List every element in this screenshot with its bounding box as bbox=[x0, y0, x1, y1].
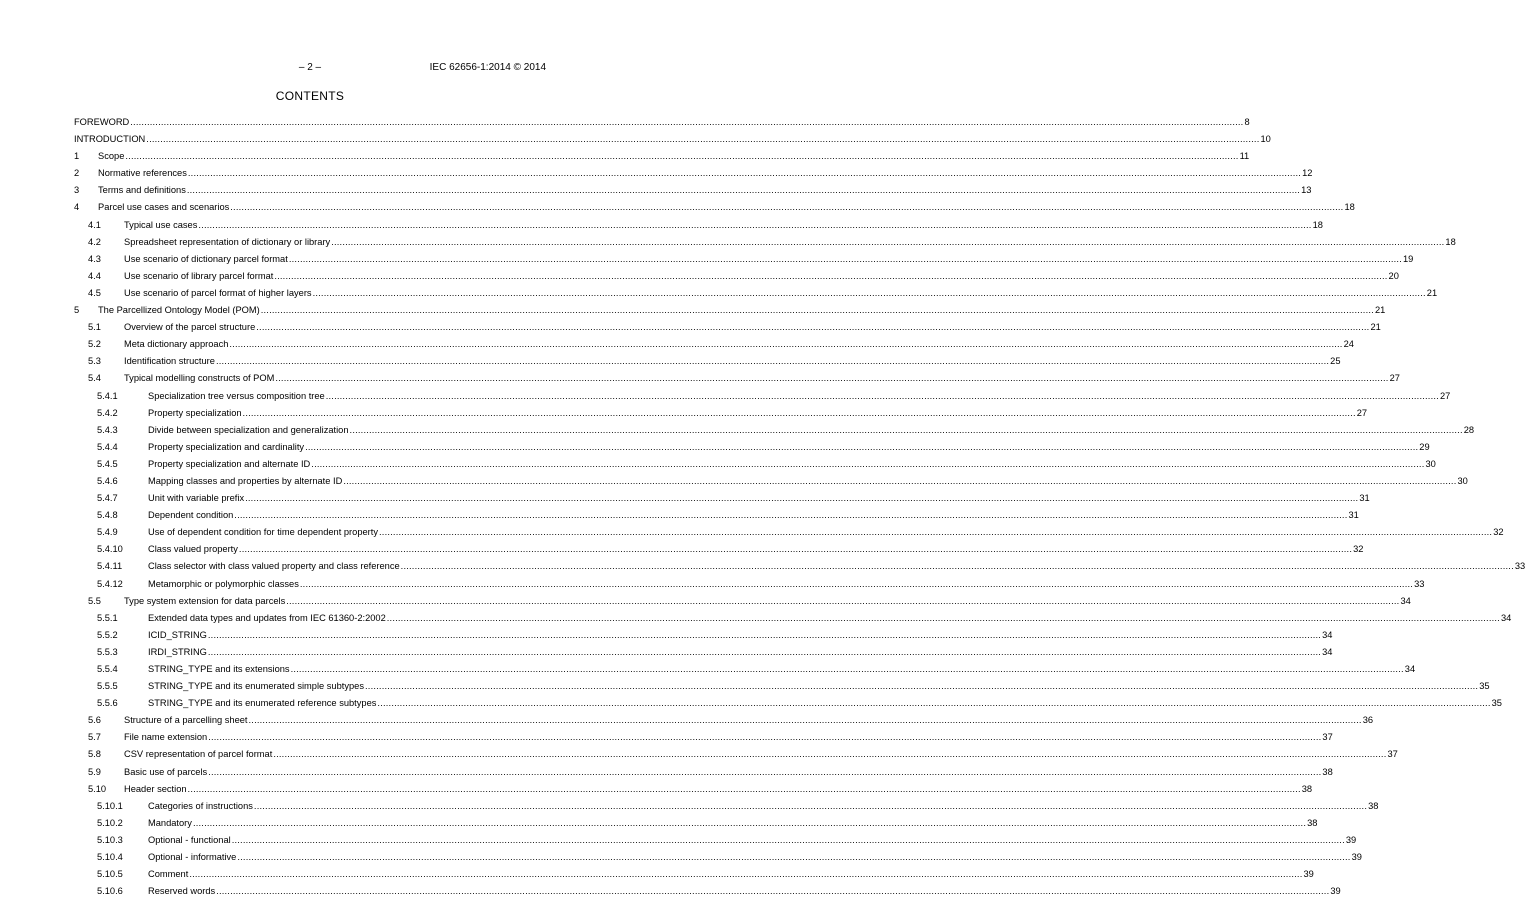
toc-entry-title: Use of dependent condition for time dependent property bbox=[148, 527, 378, 538]
toc-dot-leader: ................................................................................................................................................................................................................................................................................................................................................................................................................ bbox=[299, 578, 1414, 589]
toc-entry-body bbox=[148, 849, 1362, 866]
toc-entry-body bbox=[124, 285, 1438, 302]
toc-entry-number: 5.2 bbox=[88, 339, 101, 350]
toc-entry-page: 31 bbox=[1359, 493, 1370, 504]
toc-entry-page: 34 bbox=[1500, 612, 1512, 623]
toc-entry[interactable] bbox=[74, 524, 1504, 541]
toc-entry-body bbox=[98, 165, 1313, 182]
toc-entry-number: 5.1 bbox=[88, 322, 101, 333]
toc-entry-title: Property specialization and cardinality bbox=[148, 441, 305, 452]
toc-entry-number: 5.5.1 bbox=[97, 612, 118, 623]
toc-entry-page: 29 bbox=[1419, 441, 1430, 452]
toc-entry-title: Typical modelling constructs of POM bbox=[124, 373, 275, 384]
toc-entry[interactable] bbox=[74, 678, 1490, 695]
toc-entry-title: The Parcellized Ontology Model (POM) bbox=[98, 305, 260, 316]
toc-entry-body bbox=[148, 576, 1425, 593]
toc-entry[interactable] bbox=[74, 439, 1430, 456]
toc-entry[interactable] bbox=[74, 422, 1475, 439]
toc-entry-title: Basic use of parcels bbox=[124, 766, 208, 777]
toc-entry-number: 5.4.8 bbox=[97, 510, 118, 521]
toc-entry-number: 5.6 bbox=[88, 715, 101, 726]
toc-dot-leader: ................................................................................................................................................................................................................................................................................................................................................................................................................ bbox=[400, 561, 1514, 572]
toc-entry[interactable] bbox=[74, 576, 1425, 593]
toc-entry-page: 35 bbox=[1479, 681, 1490, 692]
toc-entry-number: 5.4.4 bbox=[97, 441, 118, 452]
toc-entry-number: 5.4.6 bbox=[97, 475, 118, 486]
toc-entry-title: Property specialization and alternate ID bbox=[148, 458, 311, 469]
toc-dot-leader: ................................................................................................................................................................................................................................................................................................................................................................................................................ bbox=[325, 390, 1439, 401]
toc-entry[interactable] bbox=[74, 610, 1512, 627]
toc-entry[interactable] bbox=[74, 131, 1271, 148]
toc-entry-page: 21 bbox=[1426, 287, 1438, 298]
toc-dot-leader: ................................................................................................................................................................................................................................................................................................................................................................................................................ bbox=[198, 219, 1312, 230]
toc-entry[interactable] bbox=[74, 148, 1250, 165]
toc-entry-number: 5.10.1 bbox=[97, 800, 123, 811]
toc-dot-leader: ................................................................................................................................................................................................................................................................................................................................................................................................................ bbox=[242, 407, 1356, 418]
toc-entry[interactable] bbox=[74, 541, 1364, 558]
toc-entry-number: 4.2 bbox=[88, 236, 101, 247]
toc-dot-leader: ................................................................................................................................................................................................................................................................................................................................................................................................................ bbox=[377, 698, 1491, 709]
toc-dot-leader: ................................................................................................................................................................................................................................................................................................................................................................................................................ bbox=[125, 151, 1239, 162]
toc-dot-leader: ................................................................................................................................................................................................................................................................................................................................................................................................................ bbox=[207, 646, 1322, 657]
toc-entry[interactable] bbox=[74, 319, 1381, 336]
toc-entry-title: Normative references bbox=[98, 168, 187, 179]
toc-entry-number: 5.5.3 bbox=[97, 646, 118, 657]
toc-entry-title: Divide between specialization and generalization bbox=[148, 424, 349, 435]
toc-entry[interactable] bbox=[74, 473, 1468, 490]
toc-entry-page: 34 bbox=[1322, 629, 1333, 640]
toc-entry-body bbox=[148, 422, 1475, 439]
toc-entry-title: Type system extension for data parcels bbox=[124, 595, 286, 606]
toc-entry-page: 34 bbox=[1404, 664, 1416, 674]
toc-dot-leader: ................................................................................................................................................................................................................................................................................................................................................................................................................ bbox=[311, 458, 1425, 469]
toc-entry-page: 28 bbox=[1463, 424, 1475, 435]
toc-entry-number: 5.4.12 bbox=[97, 578, 123, 589]
toc-entry-page: 30 bbox=[1457, 475, 1468, 486]
toc-entry-number: 5.4 bbox=[88, 373, 101, 384]
toc-entry-page: 37 bbox=[1322, 732, 1333, 743]
toc-entry-number: 5.10 bbox=[88, 783, 107, 794]
toc-entry-body bbox=[148, 524, 1504, 541]
toc-entry-number: 5.7 bbox=[88, 732, 101, 743]
toc-entry-page: 20 bbox=[1388, 270, 1399, 281]
toc-entry-title: Structure of a parcelling sheet bbox=[124, 715, 248, 726]
toc-dot-leader: ................................................................................................................................................................................................................................................................................................................................................................................................................ bbox=[312, 287, 1426, 298]
toc-entry-title: STRING_TYPE and its extensions bbox=[148, 664, 290, 674]
toc-entry-title: STRING_TYPE and its enumerated reference subtypes bbox=[148, 698, 377, 709]
toc-entry-body bbox=[148, 832, 1357, 849]
toc-entry-body bbox=[148, 678, 1490, 695]
toc-entry-number: 5.9 bbox=[88, 766, 101, 777]
toc-entry[interactable] bbox=[74, 336, 1354, 353]
toc-dot-leader: ................................................................................................................................................................................................................................................................................................................................................................................................................ bbox=[286, 595, 1400, 606]
toc-dot-leader: ................................................................................................................................................................................................................................................................................................................................................................................................................ bbox=[192, 817, 1307, 828]
toc-entry-number: 5.3 bbox=[88, 356, 101, 367]
toc-entry[interactable] bbox=[74, 866, 1314, 883]
toc-entry-title: Comment bbox=[148, 869, 189, 880]
toc-entry-body bbox=[124, 353, 1341, 370]
toc-entry-title: Overview of the parcel structure bbox=[124, 322, 256, 333]
toc-dot-leader: ................................................................................................................................................................................................................................................................................................................................................................................................................ bbox=[186, 185, 1301, 196]
page-header bbox=[0, 62, 620, 76]
toc-dot-leader: ................................................................................................................................................................................................................................................................................................................................................................................................................ bbox=[238, 544, 1353, 555]
toc-entry-title: Use scenario of library parcel format bbox=[124, 270, 274, 281]
toc-entry-title: Typical use cases bbox=[124, 219, 198, 230]
toc-entry[interactable] bbox=[74, 849, 1362, 866]
toc-entry-body bbox=[98, 148, 1250, 165]
toc-entry-title: Identification structure bbox=[124, 356, 215, 367]
toc-entry-body bbox=[148, 473, 1468, 490]
toc-dot-leader: ................................................................................................................................................................................................................................................................................................................................................................................................................ bbox=[349, 424, 1463, 435]
toc-entry-title: Mandatory bbox=[148, 817, 192, 828]
toc-dot-leader: ................................................................................................................................................................................................................................................................................................................................................................................................................ bbox=[187, 783, 1301, 794]
toc-entry-title: Class valued property bbox=[148, 544, 238, 555]
toc-entry-body bbox=[124, 268, 1399, 285]
toc-entry-title: Extended data types and updates from IEC 61360-2:2002 bbox=[148, 612, 386, 623]
toc-dot-leader: ................................................................................................................................................................................................................................................................................................................................................................................................................ bbox=[365, 681, 1479, 692]
toc-entry-page: 8 bbox=[1244, 117, 1250, 127]
toc-entry[interactable] bbox=[74, 268, 1399, 285]
toc-entry-number: 4.3 bbox=[88, 253, 101, 264]
toc-entry-title: INTRODUCTION bbox=[74, 134, 146, 145]
toc-dot-leader: ................................................................................................................................................................................................................................................................................................................................................................................................................ bbox=[275, 373, 1389, 384]
toc-entry-number: 5.4.10 bbox=[97, 544, 123, 555]
toc-dot-leader: ................................................................................................................................................................................................................................................................................................................................................................................................................ bbox=[386, 612, 1500, 623]
toc-entry-body bbox=[148, 815, 1318, 832]
toc-entry-page: 39 bbox=[1303, 869, 1314, 880]
toc-entry-body bbox=[124, 319, 1381, 336]
toc-entry-body bbox=[124, 336, 1354, 353]
toc-entry-page: 33 bbox=[1414, 578, 1425, 589]
toc-dot-leader: ................................................................................................................................................................................................................................................................................................................................................................................................................ bbox=[274, 270, 1388, 281]
toc-dot-leader: ................................................................................................................................................................................................................................................................................................................................................................................................................ bbox=[273, 749, 1387, 760]
toc-entry-page: 18 bbox=[1344, 202, 1355, 213]
toc-entry-number: 2 bbox=[74, 168, 80, 179]
toc-entry[interactable] bbox=[74, 558, 1525, 575]
toc-entry-page: 39 bbox=[1330, 886, 1341, 897]
toc-entry[interactable] bbox=[74, 165, 1313, 182]
toc-entry-body bbox=[148, 695, 1502, 712]
toc-entry-number: 1 bbox=[74, 151, 80, 162]
toc-dot-leader: ................................................................................................................................................................................................................................................................................................................................................................................................................ bbox=[331, 236, 1445, 247]
toc-entry[interactable] bbox=[74, 832, 1357, 849]
toc-entry-body bbox=[98, 182, 1312, 199]
toc-entry-body bbox=[148, 558, 1525, 575]
toc-entry-page: 30 bbox=[1425, 458, 1436, 469]
toc-entry-body bbox=[124, 729, 1333, 746]
toc-dot-leader: ................................................................................................................................................................................................................................................................................................................................................................................................................ bbox=[187, 168, 1302, 179]
toc-entry[interactable] bbox=[74, 456, 1436, 473]
toc-entry-page: 38 bbox=[1368, 800, 1379, 811]
toc-entry-title: Class selector with class valued property and class reference bbox=[148, 561, 400, 572]
toc-dot-leader: ................................................................................................................................................................................................................................................................................................................................................................................................................ bbox=[256, 322, 1370, 333]
toc-entry-page: 31 bbox=[1348, 510, 1359, 521]
toc-entry[interactable] bbox=[74, 644, 1333, 661]
toc-entry-body bbox=[124, 217, 1323, 234]
toc-entry-number: 4.5 bbox=[88, 287, 101, 298]
toc-entry[interactable] bbox=[74, 114, 1250, 131]
table-of-contents bbox=[74, 114, 1525, 900]
toc-entry-page: 24 bbox=[1343, 339, 1354, 350]
toc-entry-page: 13 bbox=[1301, 185, 1312, 196]
toc-entry-title: Property specialization bbox=[148, 407, 242, 418]
contents-title: CONTENTS bbox=[275, 89, 345, 103]
toc-entry-page: 37 bbox=[1387, 749, 1398, 760]
toc-entry-title: Parcel use cases and scenarios bbox=[98, 202, 230, 213]
toc-dot-leader: ................................................................................................................................................................................................................................................................................................................................................................................................................ bbox=[234, 510, 1348, 521]
toc-entry-number: 5.5.5 bbox=[97, 681, 118, 692]
toc-entry-title: Terms and definitions bbox=[98, 185, 186, 196]
toc-entry[interactable] bbox=[74, 490, 1370, 507]
toc-entry-body bbox=[148, 798, 1379, 815]
toc-dot-leader: ................................................................................................................................................................................................................................................................................................................................................................................................................ bbox=[215, 356, 1330, 367]
toc-dot-leader: ................................................................................................................................................................................................................................................................................................................................................................................................................ bbox=[207, 629, 1322, 640]
toc-entry[interactable] bbox=[74, 234, 1456, 251]
toc-entry[interactable] bbox=[74, 353, 1341, 370]
toc-entry-page: 18 bbox=[1312, 219, 1323, 230]
toc-entry-title: ICID_STRING bbox=[148, 629, 207, 640]
toc-entry[interactable] bbox=[74, 182, 1312, 199]
toc-dot-leader: ................................................................................................................................................................................................................................................................................................................................................................................................................ bbox=[379, 527, 1493, 538]
toc-entry[interactable] bbox=[74, 661, 1416, 678]
toc-entry[interactable] bbox=[74, 815, 1318, 832]
toc-dot-leader: ................................................................................................................................................................................................................................................................................................................................................................................................................ bbox=[305, 441, 1419, 452]
toc-dot-leader: ................................................................................................................................................................................................................................................................................................................................................................................................................ bbox=[208, 766, 1322, 777]
toc-entry-page: 10 bbox=[1260, 134, 1271, 145]
toc-entry-title: Unit with variable prefix bbox=[148, 493, 245, 504]
toc-entry-body bbox=[148, 388, 1451, 405]
standard-reference: IEC 62656-1:2014 © 2014 bbox=[429, 62, 546, 73]
toc-entry-page: 27 bbox=[1356, 407, 1368, 418]
toc-entry-title: Optional - functional bbox=[148, 834, 231, 845]
toc-entry-body bbox=[148, 644, 1333, 661]
toc-entry[interactable] bbox=[74, 695, 1502, 712]
toc-entry-number: 5.10.2 bbox=[97, 817, 123, 828]
toc-entry[interactable] bbox=[74, 370, 1400, 387]
toc-entry-title: Specialization tree versus composition tree bbox=[148, 390, 325, 401]
toc-entry-body bbox=[148, 405, 1368, 422]
toc-entry-page: 34 bbox=[1400, 595, 1411, 606]
toc-entry-number: 4 bbox=[74, 202, 80, 213]
toc-entry-body bbox=[124, 712, 1374, 729]
toc-entry-title: Metamorphic or polymorphic classes bbox=[148, 578, 299, 589]
toc-entry-title: IRDI_STRING bbox=[148, 646, 207, 657]
toc-entry[interactable] bbox=[74, 764, 1333, 781]
toc-entry-number: 5.4.2 bbox=[97, 407, 118, 418]
toc-dot-leader: ................................................................................................................................................................................................................................................................................................................................................................................................................ bbox=[343, 475, 1457, 486]
toc-dot-leader: ................................................................................................................................................................................................................................................................................................................................................................................................................ bbox=[189, 869, 1303, 880]
toc-entry-title: Header section bbox=[124, 783, 187, 794]
toc-entry-page: 38 bbox=[1307, 817, 1318, 828]
toc-entry-body bbox=[148, 883, 1341, 900]
toc-dot-leader: ................................................................................................................................................................................................................................................................................................................................................................................................................ bbox=[245, 493, 1359, 504]
toc-entry[interactable] bbox=[74, 781, 1313, 798]
toc-dot-leader: ................................................................................................................................................................................................................................................................................................................................................................................................................ bbox=[216, 886, 1330, 897]
toc-entry-number: 5.10.5 bbox=[97, 869, 123, 880]
toc-entry-page: 25 bbox=[1330, 356, 1341, 367]
toc-entry-body bbox=[148, 541, 1364, 558]
toc-entry-page: 39 bbox=[1345, 834, 1357, 845]
toc-entry-title: CSV representation of parcel format bbox=[124, 749, 273, 760]
toc-entry-body bbox=[148, 627, 1333, 644]
toc-entry-page: 32 bbox=[1353, 544, 1364, 555]
toc-entry-title: Optional - informative bbox=[148, 852, 237, 863]
toc-entry-number: 5.4.3 bbox=[97, 424, 118, 435]
toc-dot-leader: ................................................................................................................................................................................................................................................................................................................................................................................................................ bbox=[260, 305, 1374, 316]
toc-entry-title: Use scenario of dictionary parcel format bbox=[124, 253, 288, 264]
toc-dot-leader: ................................................................................................................................................................................................................................................................................................................................................................................................................ bbox=[288, 253, 1403, 264]
toc-entry[interactable] bbox=[74, 746, 1398, 763]
toc-entry-page: 21 bbox=[1370, 322, 1381, 333]
toc-entry[interactable] bbox=[74, 883, 1341, 900]
toc-entry-body bbox=[98, 302, 1386, 319]
toc-entry-body bbox=[148, 439, 1430, 456]
toc-entry[interactable] bbox=[74, 729, 1333, 746]
toc-entry[interactable] bbox=[74, 302, 1386, 319]
toc-entry-title: STRING_TYPE and its enumerated simple subtypes bbox=[148, 681, 364, 692]
toc-entry-number: 5.4.11 bbox=[97, 561, 123, 572]
toc-entry[interactable] bbox=[74, 199, 1355, 216]
toc-entry-body bbox=[124, 746, 1398, 763]
toc-entry[interactable] bbox=[74, 507, 1359, 524]
toc-entry[interactable] bbox=[74, 388, 1451, 405]
toc-dot-leader: ................................................................................................................................................................................................................................................................................................................................................................................................................ bbox=[290, 664, 1404, 674]
toc-entry[interactable] bbox=[74, 712, 1374, 729]
toc-entry-title: Categories of instructions bbox=[148, 800, 253, 811]
toc-entry-page: 39 bbox=[1351, 852, 1362, 863]
toc-entry-title: Spreadsheet representation of dictionary or library bbox=[124, 236, 331, 247]
toc-entry[interactable] bbox=[74, 251, 1414, 268]
toc-entry-body bbox=[148, 456, 1436, 473]
toc-entry-page: 34 bbox=[1322, 646, 1333, 657]
toc-entry-title: File name extension bbox=[124, 732, 208, 743]
toc-dot-leader: ................................................................................................................................................................................................................................................................................................................................................................................................................ bbox=[230, 202, 1344, 213]
toc-entry-page: 21 bbox=[1374, 305, 1386, 316]
toc-entry-page: 38 bbox=[1322, 766, 1333, 777]
toc-entry-number: 5.10.6 bbox=[97, 886, 123, 897]
page-number: – 2 – bbox=[298, 62, 322, 73]
toc-entry-title: Meta dictionary approach bbox=[124, 339, 229, 350]
toc-entry-number: 5.5.4 bbox=[97, 664, 118, 674]
toc-entry-body bbox=[148, 507, 1359, 524]
toc-entry-number: 3 bbox=[74, 185, 80, 196]
toc-entry-body bbox=[148, 610, 1512, 627]
toc-dot-leader: ................................................................................................................................................................................................................................................................................................................................................................................................................ bbox=[253, 800, 1368, 811]
toc-entry-body bbox=[124, 781, 1313, 798]
toc-entry-page: 33 bbox=[1514, 561, 1525, 572]
toc-entry[interactable] bbox=[74, 285, 1438, 302]
toc-entry-number: 5 bbox=[74, 305, 80, 316]
toc-entry-page: 27 bbox=[1439, 390, 1451, 401]
toc-entry-body bbox=[124, 593, 1411, 610]
toc-entry-number: 5.4.1 bbox=[97, 390, 118, 401]
toc-entry-number: 5.4.7 bbox=[97, 493, 118, 504]
toc-entry[interactable] bbox=[74, 627, 1333, 644]
toc-entry-body bbox=[124, 370, 1400, 387]
toc-entry-body bbox=[124, 764, 1333, 781]
toc-dot-leader: ................................................................................................................................................................................................................................................................................................................................................................................................................ bbox=[208, 732, 1322, 743]
toc-entry-page: 18 bbox=[1445, 236, 1456, 247]
toc-entry-title: Mapping classes and properties by alternate ID bbox=[148, 475, 343, 486]
toc-entry-title: Scope bbox=[98, 151, 125, 162]
toc-entry-page: 11 bbox=[1239, 151, 1250, 162]
toc-entry-number: 5.5.6 bbox=[97, 698, 118, 709]
toc-entry-number: 5.5.2 bbox=[97, 629, 118, 640]
toc-entry-body bbox=[148, 866, 1314, 883]
toc-entry-title: Dependent condition bbox=[148, 510, 234, 521]
toc-entry-body bbox=[98, 199, 1355, 216]
toc-dot-leader: ................................................................................................................................................................................................................................................................................................................................................................................................................ bbox=[130, 117, 1244, 127]
toc-entry-number: 5.4.5 bbox=[97, 458, 118, 469]
toc-entry-title: Use scenario of parcel format of higher layers bbox=[124, 287, 312, 298]
toc-entry-number: 4.4 bbox=[88, 270, 101, 281]
toc-entry-page: 19 bbox=[1403, 253, 1414, 264]
toc-dot-leader: ................................................................................................................................................................................................................................................................................................................................................................................................................ bbox=[146, 134, 1260, 145]
toc-entry-body bbox=[148, 661, 1416, 678]
toc-entry-number: 5.10.3 bbox=[97, 834, 123, 845]
toc-entry-page: 12 bbox=[1302, 168, 1313, 179]
toc-dot-leader: ................................................................................................................................................................................................................................................................................................................................................................................................................ bbox=[237, 852, 1351, 863]
toc-entry-title: FOREWORD bbox=[74, 117, 130, 127]
toc-entry-body bbox=[74, 131, 1271, 148]
toc-entry-body bbox=[124, 251, 1414, 268]
toc-dot-leader: ................................................................................................................................................................................................................................................................................................................................................................................................................ bbox=[229, 339, 1343, 350]
toc-entry-number: 5.8 bbox=[88, 749, 101, 760]
toc-entry-number: 5.4.9 bbox=[97, 527, 118, 538]
toc-entry-title: Reserved words bbox=[148, 886, 216, 897]
toc-entry[interactable] bbox=[74, 593, 1411, 610]
toc-entry-body bbox=[124, 234, 1456, 251]
toc-entry-page: 38 bbox=[1301, 783, 1313, 794]
toc-entry-page: 36 bbox=[1362, 715, 1374, 726]
toc-entry-number: 5.5 bbox=[88, 595, 101, 606]
toc-entry[interactable] bbox=[74, 217, 1323, 234]
toc-entry-body bbox=[148, 490, 1370, 507]
toc-entry-page: 35 bbox=[1491, 698, 1502, 709]
toc-entry-page: 32 bbox=[1493, 527, 1504, 538]
toc-entry-body bbox=[74, 114, 1250, 131]
toc-dot-leader: ................................................................................................................................................................................................................................................................................................................................................................................................................ bbox=[231, 834, 1345, 845]
toc-entry-page: 27 bbox=[1389, 373, 1400, 384]
toc-dot-leader: ................................................................................................................................................................................................................................................................................................................................................................................................................ bbox=[248, 715, 1362, 726]
toc-entry-number: 4.1 bbox=[88, 219, 101, 230]
toc-entry[interactable] bbox=[74, 405, 1368, 422]
toc-entry[interactable] bbox=[74, 798, 1379, 815]
toc-entry-number: 5.10.4 bbox=[97, 852, 123, 863]
